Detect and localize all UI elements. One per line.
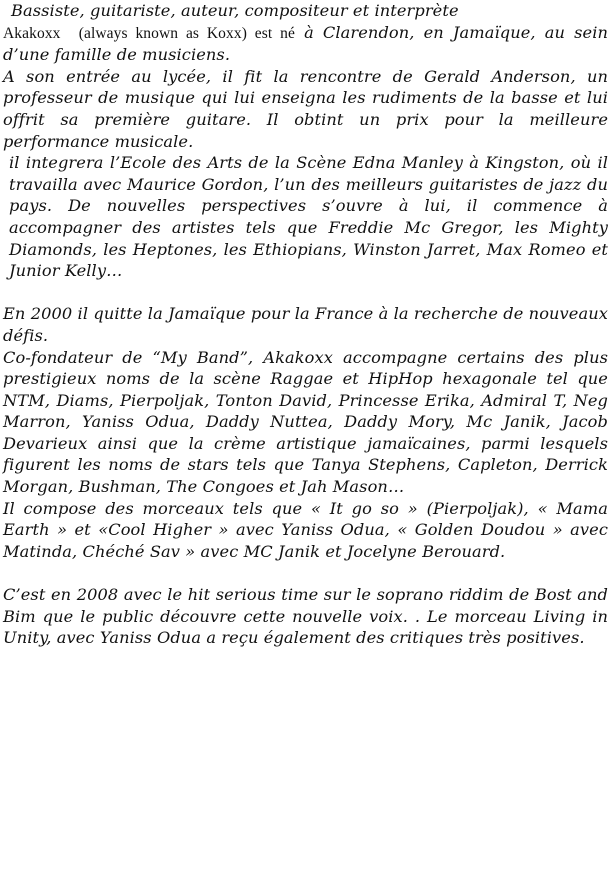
intro-rest: à Clarendon, en Jamaïque, au sein d’une famille de musiciens.: [3, 22, 608, 65]
paragraph-2008: C’est en 2008 avec le hit serious time sur le soprano riddim de Bost and Bim que le public découvre cette nouvelle voix. . Le morceau Living in Unity, avec Yaniss Odua a reçu également des critiques très positives.: [3, 585, 608, 648]
blank-line: [3, 562, 608, 584]
paragraph-france: En 2000 il quitte la Jamaïque pour la France à la recherche de nouveaux défis.: [3, 304, 608, 345]
paragraph-lycee: A son entrée au lycée, il fit la rencontre de Gerald Anderson, un professeur de musique qui lui enseigna les rudiments de la basse et lui offrit sa première guitare. Il obtint un prix pour la meilleure performance musicale.: [3, 66, 608, 151]
paragraph-my-band: Co-fondateur de “My Band”, Akakoxx accompagne certains des plus prestigieux noms de la scène Raggae et HipHop hexagonale tel que NTM, Diams, Pierpoljak, Tonton David, Princesse Erika, Admiral T, Neg Marron, Yaniss Odua, Daddy Nuttea, Daddy Mory, Mc Janik, Jacob Devarieux ainsi que la crème artistique jamaïcaines, parmi lesquels figurent les noms de stars tels que Tanya Stephens, Capleton, Derrick Morgan, Bushman, The Congoes et Jah Mason…: [3, 347, 608, 497]
intro-paragraph: [3, 22, 608, 66]
heading-line: Bassiste, guitariste, auteur, compositeur et interprète: [11, 1, 459, 20]
biography-document: [3, 0, 608, 649]
artist-name: Akakoxx: [3, 24, 61, 42]
paragraph-compositions: Il compose des morceaux tels que « It go so » (Pierpoljak), « Mama Earth » et «Cool Higher » avec Yaniss Odua, « Golden Doudou » avec Matinda, Chéché Sav » avec MC Janik et Jocelyne Berouard.: [3, 498, 608, 561]
paragraph-edna-manley: il integrera l’Ecole des Arts de la Scène Edna Manley à Kingston, où il travailla avec Maurice Gordon, l’un des meilleurs guitaristes de jazz du pays. De nouvelles perspectives s’ouvre à lui, il commence à accompagner des artistes tels que Freddie Mc Gregor, les Mighty Diamonds, les Heptones, les Ethiopians, Winston Jarret, Max Romeo et Junior Kelly…: [9, 153, 608, 281]
artist-alias: (always known as Koxx) est né: [78, 24, 295, 42]
blank-line: [3, 282, 608, 304]
